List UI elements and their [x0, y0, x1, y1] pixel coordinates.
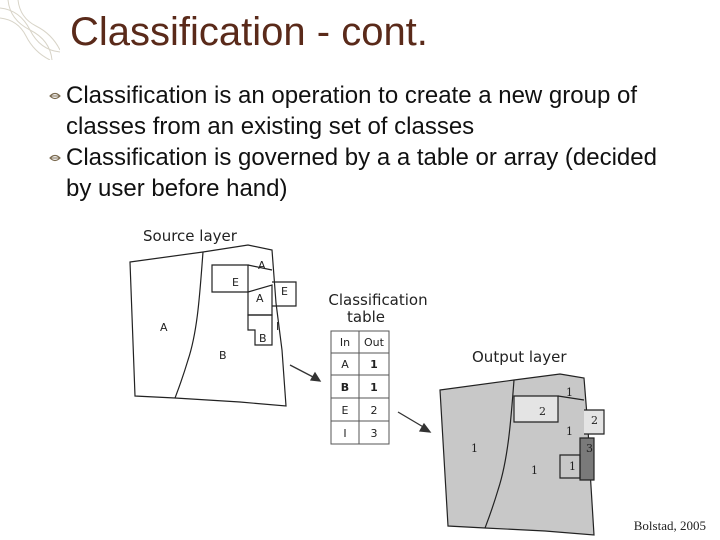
- output-layer-map: [440, 374, 604, 535]
- output-label: 2: [591, 414, 598, 427]
- source-label: B: [259, 332, 267, 345]
- source-label: E: [232, 276, 239, 289]
- output-label: 1: [566, 386, 573, 399]
- source-label: I: [276, 320, 280, 333]
- output-label: 3: [586, 442, 593, 455]
- source-credit: Bolstad, 2005: [633, 518, 706, 533]
- arrow-icon: [398, 412, 430, 432]
- table-title: table: [347, 308, 385, 326]
- bullet-text: Classification is governed by a a table or array (decided by user before hand): [66, 144, 657, 202]
- source-label: A: [160, 321, 168, 334]
- output-label: 1: [471, 442, 478, 455]
- source-label: A: [256, 292, 264, 305]
- source-label: B: [219, 349, 227, 362]
- source-label: E: [281, 285, 288, 298]
- table-cell: E: [341, 404, 349, 417]
- table-cell: I: [343, 427, 347, 440]
- arrow-icon: [290, 365, 320, 381]
- output-label: 2: [539, 405, 546, 418]
- source-label: A: [258, 259, 266, 272]
- table-header: In: [339, 336, 351, 349]
- table-cell: A: [341, 358, 349, 371]
- table-cell: 1: [370, 358, 378, 371]
- source-layer-title: Source layer: [143, 227, 237, 245]
- table-cell: 1: [370, 381, 378, 394]
- table-header: Out: [364, 336, 384, 349]
- output-label: 1: [569, 460, 576, 473]
- output-label: 1: [566, 425, 573, 438]
- slide-title: Classification - cont.: [70, 10, 428, 54]
- table-cell: 3: [370, 427, 378, 440]
- output-layer-title: Output layer: [472, 348, 567, 366]
- bullet-text: Classification is an operation to create a new group of classes from an existing set of classes: [66, 82, 637, 140]
- table-cell: B: [340, 381, 350, 394]
- source-layer-map: [130, 245, 296, 406]
- table-title: Classification: [328, 291, 428, 309]
- output-label: 1: [531, 464, 538, 477]
- table-cell: 2: [370, 404, 378, 417]
